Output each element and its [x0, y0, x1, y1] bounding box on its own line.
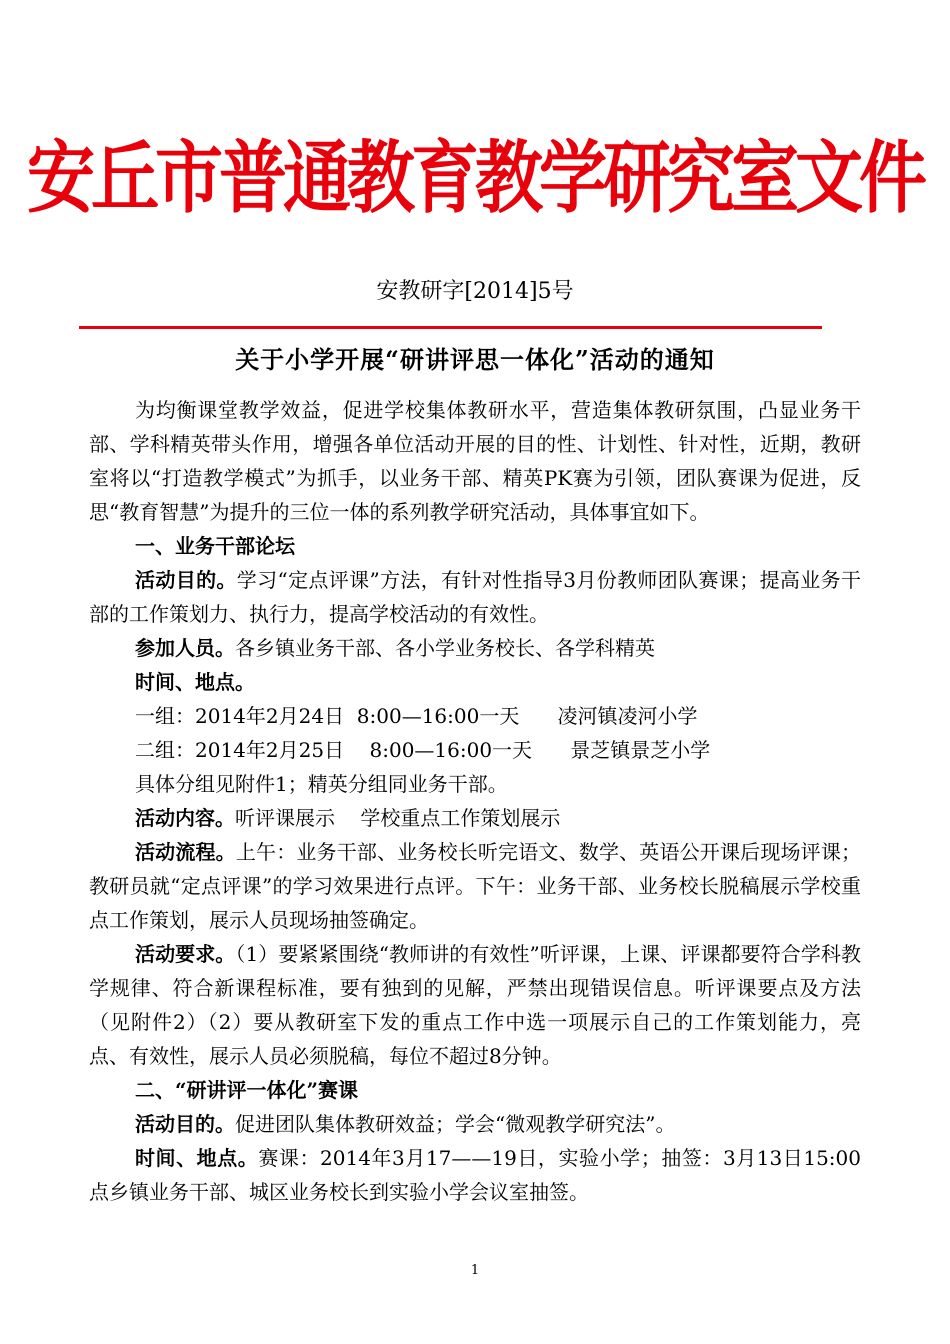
s1-participants-text: 各乡镇业务干部、各小学业务校长、各学科精英	[235, 636, 655, 660]
red-divider	[79, 326, 822, 329]
notice-title: 关于小学开展“研讲评思一体化”活动的通知	[235, 345, 715, 374]
page-number: 1	[470, 1263, 480, 1278]
s1-content-paragraph	[89, 801, 861, 835]
s1-flow-paragraph	[89, 835, 861, 937]
s1-group2-line: 二组：2014年2月25日 8:00—16:00一天 景芝镇景芝小学	[135, 738, 711, 762]
s2-purpose-paragraph	[89, 1107, 861, 1141]
s1-requirements-paragraph	[89, 937, 861, 1073]
s2-purpose-label: 活动目的。	[135, 1112, 235, 1136]
s1-purpose-text: 学习“定点评课”方法，有针对性指导3月份教师团队赛课；提高业务干部的工作策划力、执行力，提高学校活动的有效性。	[89, 568, 861, 626]
s1-group1-line: 一组：2014年2月24日 8:00—16:00一天 凌河镇凌河小学	[135, 704, 698, 728]
document-body	[89, 393, 861, 1209]
s1-purpose-label: 活动目的。	[135, 568, 237, 592]
s1-purpose-paragraph	[89, 563, 861, 631]
masthead-title: 安丘市普通教育教学研究室文件	[26, 133, 923, 225]
section-1-heading: 一、业务干部论坛	[135, 534, 295, 558]
s1-requirements-text: （1）要紧紧围绕“教师讲的有效性”听评课，上课、评课都要符合学科教学规律、符合新课程标准，要有独到的见解，严禁出现错误信息。听评课要点及方法（见附件2）（2）要从教研室下发的重点工作中选一项展示自己的工作策划能力，亮点、有效性，展示人员必须脱稿，每位不超过8分钟。	[89, 942, 861, 1068]
s2-time-place-paragraph	[89, 1141, 861, 1209]
s1-participants-paragraph	[89, 631, 861, 665]
s1-content-text: 听评课展示 学校重点工作策划展示	[235, 806, 561, 830]
s1-flow-label: 活动流程。	[135, 840, 236, 864]
s1-time-place-label: 时间、地点。	[135, 670, 255, 694]
s2-time-place-label: 时间、地点。	[135, 1146, 259, 1170]
intro-paragraph: 为均衡课堂教学效益，促进学校集体教研水平，营造集体教研氛围，凸显业务干部、学科精英带头作用，增强各单位活动开展的目的性、计划性、针对性，近期，教研室将以“打造教学模式”为抓手，以业务干部、精英PK赛为引领，团队赛课为促进，反思“教育智慧”为提升的三位一体的系列教学研究活动，具体事宜如下。	[89, 398, 861, 524]
s2-time-place-text: 赛课：2014年3月17——19日，实验小学；抽签：3月13日15:00点乡镇业务干部、城区业务校长到实验小学会议室抽签。	[89, 1146, 861, 1204]
s1-content-label: 活动内容。	[135, 806, 235, 830]
s2-purpose-text: 促进团队集体教研效益；学会“微观教学研究法”。	[235, 1112, 676, 1136]
section-2-heading: 二、“研讲评一体化”赛课	[135, 1078, 359, 1102]
s1-participants-label: 参加人员。	[135, 636, 235, 660]
s1-grouping-note: 具体分组见附件1；精英分组同业务干部。	[135, 772, 508, 796]
document-number: 安教研字[2014]5号	[376, 279, 574, 304]
s1-flow-text: 上午：业务干部、业务校长听完语文、数学、英语公开课后现场评课；教研员就“定点评课”的学习效果进行点评。下午：业务干部、业务校长脱稿展示学校重点工作策划，展示人员现场抽签确定。	[89, 840, 862, 932]
s1-requirements-label: 活动要求。	[135, 942, 236, 966]
